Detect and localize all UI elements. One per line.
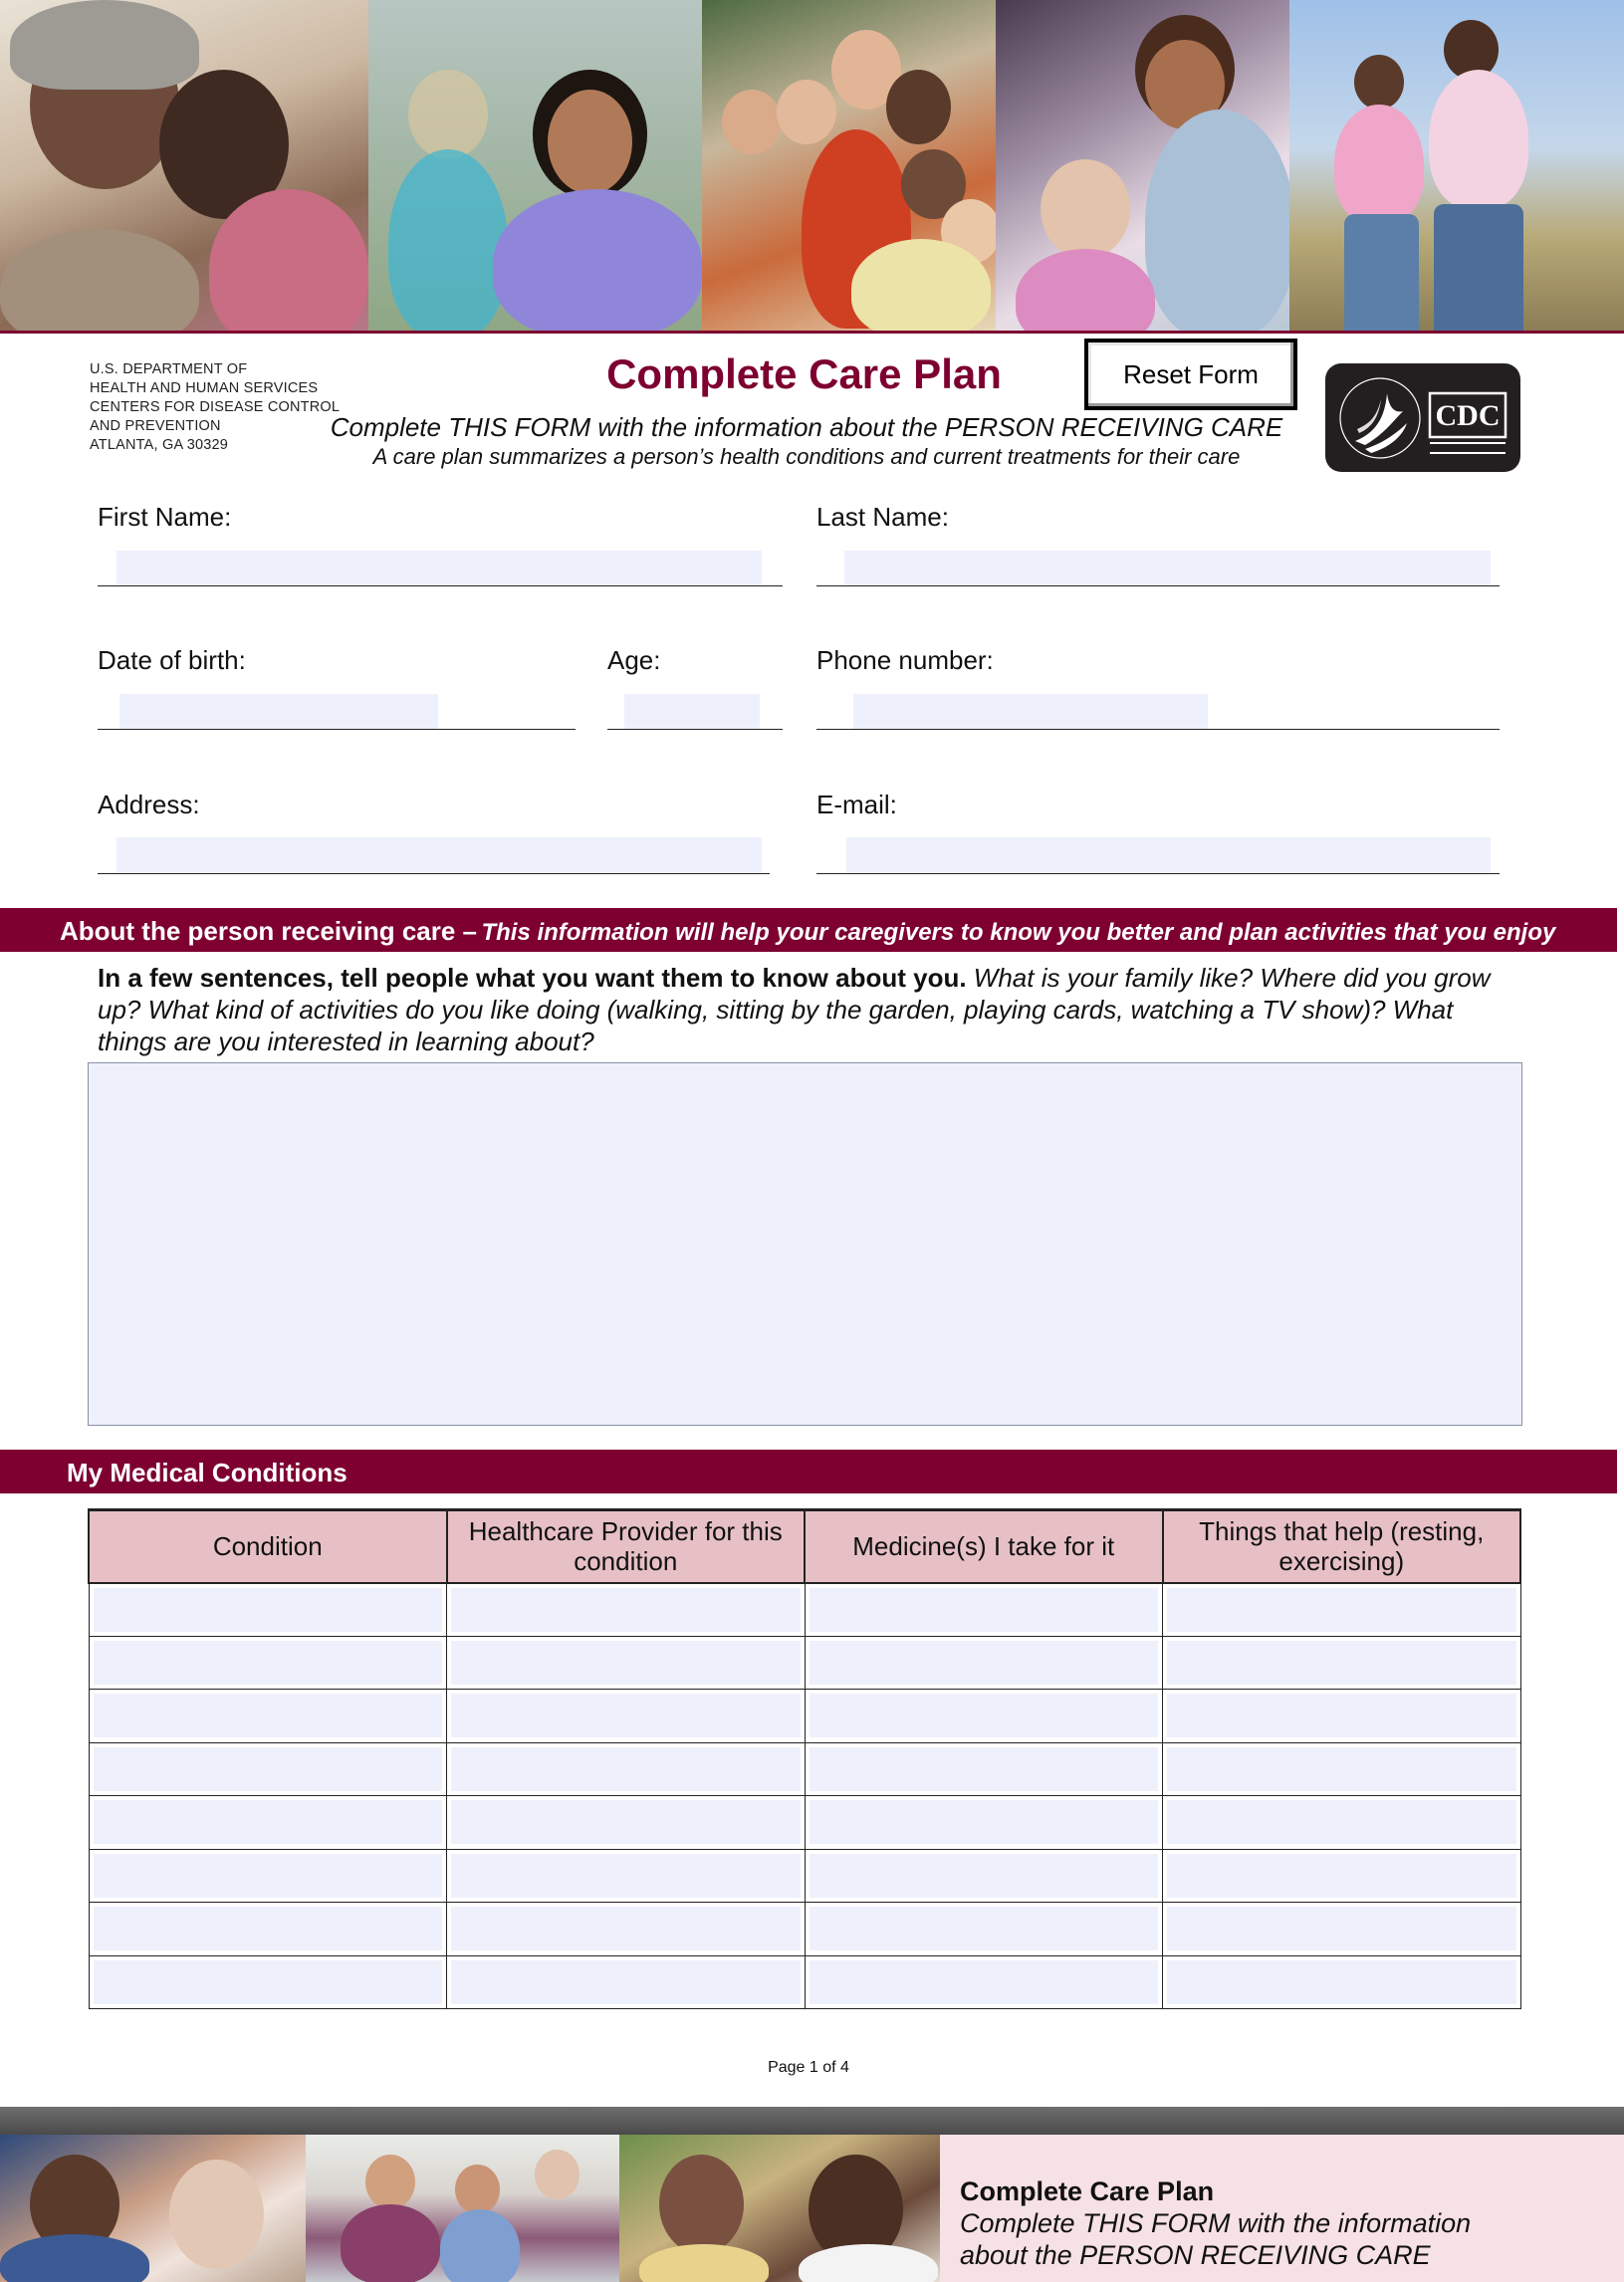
agency-line: U.S. DEPARTMENT OF — [90, 361, 248, 377]
table-cell — [89, 1903, 447, 1956]
table-cell — [447, 1955, 806, 2009]
first-name-underline — [98, 585, 783, 586]
footer-text-panel — [940, 2135, 1624, 2282]
column-header-condition: Condition — [89, 1510, 447, 1583]
agency-line: HEALTH AND HUMAN SERVICES — [90, 380, 319, 396]
phone-underline — [816, 729, 1500, 730]
email-label: E-mail: — [816, 790, 897, 819]
address-label: Address: — [98, 790, 200, 819]
medicine-input[interactable] — [810, 1800, 1159, 1844]
about-prompt-questions: What is your family like? Where did you grow up? What kind of activities do you like doing (walking, sitting by the garden, playing cards, watching a TV show)? What things are you interested in learning about? — [98, 963, 1491, 1056]
table-cell — [1163, 1583, 1521, 1637]
table-cell — [89, 1690, 447, 1743]
helps-input[interactable] — [1167, 1960, 1516, 2004]
column-header-medicine: Medicine(s) I take for it — [805, 1510, 1163, 1583]
helps-input[interactable] — [1167, 1588, 1516, 1632]
helps-input[interactable] — [1167, 1854, 1516, 1898]
address-field[interactable] — [116, 837, 762, 873]
photo-caregiver-combing-hair — [0, 2135, 306, 2282]
table-cell — [447, 1583, 806, 1637]
agency-line: ATLANTA, GA 30329 — [90, 437, 229, 453]
condition-input[interactable] — [94, 1694, 443, 1737]
provider-input[interactable] — [451, 1694, 801, 1737]
medicine-input[interactable] — [810, 1854, 1159, 1898]
provider-input[interactable] — [451, 1641, 801, 1685]
table-cell — [805, 1796, 1163, 1850]
age-field[interactable] — [624, 694, 760, 730]
about-section-subtitle: This information will help your caregivers to know you better and plan activities that you enjoy — [481, 919, 1556, 946]
email-underline — [816, 873, 1500, 874]
page-separator — [0, 2107, 1624, 2135]
table-cell — [447, 1636, 806, 1690]
first-name-field[interactable] — [116, 551, 762, 586]
first-name-label: First Name: — [98, 502, 232, 532]
provider-input[interactable] — [451, 1907, 801, 1950]
age-label: Age: — [607, 645, 661, 675]
table-cell — [1163, 1903, 1521, 1956]
table-cell — [1163, 1742, 1521, 1796]
photo-women-laughing — [0, 0, 368, 331]
photo-woman-smiling — [368, 0, 702, 331]
footer-title: Complete Care Plan — [960, 2176, 1215, 2206]
provider-input[interactable] — [451, 1747, 801, 1791]
table-cell — [1163, 1955, 1521, 2009]
helps-input[interactable] — [1167, 1747, 1516, 1791]
table-cell — [89, 1742, 447, 1796]
table-row — [89, 1690, 1520, 1743]
table-cell — [89, 1796, 447, 1850]
photo-conversation — [619, 2135, 940, 2282]
about-section-title: About the person receiving care – — [60, 916, 478, 946]
helps-input[interactable] — [1167, 1907, 1516, 1950]
table-cell — [805, 1690, 1163, 1743]
table-cell — [1163, 1690, 1521, 1743]
table-cell — [805, 1955, 1163, 2009]
header-photo-banner — [0, 0, 1624, 334]
about-prompt — [98, 962, 1521, 1057]
table-row — [89, 1583, 1520, 1637]
condition-input[interactable] — [94, 1800, 443, 1844]
medical-conditions-table — [88, 1508, 1521, 2009]
table-row — [89, 1796, 1520, 1850]
email-field[interactable] — [846, 837, 1491, 873]
table-cell — [89, 1849, 447, 1903]
helps-input[interactable] — [1167, 1694, 1516, 1737]
phone-label: Phone number: — [816, 645, 994, 675]
agency-line: AND PREVENTION — [90, 418, 221, 434]
last-name-label: Last Name: — [816, 502, 949, 532]
about-section-bar — [0, 908, 1617, 952]
next-page-header — [0, 2135, 1624, 2282]
about-me-textarea[interactable] — [88, 1062, 1522, 1426]
page-title: Complete Care Plan — [606, 350, 1002, 397]
photo-couple-walking — [1289, 0, 1624, 331]
address-underline — [98, 873, 770, 874]
dob-label: Date of birth: — [98, 645, 246, 675]
condition-input[interactable] — [94, 1960, 443, 2004]
table-row — [89, 1903, 1520, 1956]
table-cell — [1163, 1849, 1521, 1903]
medical-section-title: My Medical Conditions — [67, 1458, 348, 1487]
form-description: A care plan summarizes a person’s health conditions and current treatments for their care — [372, 444, 1241, 469]
provider-input[interactable] — [451, 1588, 801, 1632]
table-header-row — [89, 1510, 1520, 1583]
column-header-helps: Things that help (resting, exercising) — [1163, 1510, 1521, 1583]
page-number: Page 1 of 4 — [768, 2059, 849, 2076]
table-cell — [805, 1849, 1163, 1903]
table-row — [89, 1849, 1520, 1903]
table-cell — [805, 1903, 1163, 1956]
last-name-field[interactable] — [844, 551, 1491, 586]
provider-input[interactable] — [451, 1800, 801, 1844]
cdc-logo-text: CDC — [1435, 399, 1501, 432]
about-prompt-bold: In a few sentences, tell people what you want them to know about you. — [98, 963, 967, 993]
medicine-input[interactable] — [810, 1694, 1159, 1737]
table-cell — [1163, 1796, 1521, 1850]
table-cell — [447, 1690, 806, 1743]
phone-field[interactable] — [853, 694, 1208, 730]
table-row — [89, 1636, 1520, 1690]
photo-caregiver-brushing-hair — [996, 0, 1289, 331]
condition-input[interactable] — [94, 1907, 443, 1950]
table-cell — [805, 1636, 1163, 1690]
table-cell — [89, 1583, 447, 1637]
condition-input[interactable] — [94, 1854, 443, 1898]
medicine-input[interactable] — [810, 1588, 1159, 1632]
condition-input[interactable] — [94, 1588, 443, 1632]
dob-underline — [98, 729, 576, 730]
last-name-underline — [816, 585, 1500, 586]
table-cell — [89, 1636, 447, 1690]
table-row — [89, 1955, 1520, 2009]
hhs-eagle-icon — [1325, 363, 1520, 472]
dob-field[interactable] — [119, 694, 438, 730]
photo-exercise-class — [306, 2135, 619, 2282]
table-cell — [447, 1796, 806, 1850]
reset-form-button[interactable]: Reset Form — [1084, 339, 1297, 410]
table-row — [89, 1742, 1520, 1796]
table-cell — [89, 1955, 447, 2009]
agency-line: CENTERS FOR DISEASE CONTROL — [90, 399, 341, 415]
medicine-input[interactable] — [810, 1641, 1159, 1685]
helps-input[interactable] — [1167, 1800, 1516, 1844]
footer-subtitle: Complete THIS FORM with the information about the PERSON RECEIVING CARE — [960, 2208, 1472, 2270]
table-cell — [447, 1849, 806, 1903]
photo-group-of-seniors — [702, 0, 996, 331]
condition-input[interactable] — [94, 1747, 443, 1791]
table-cell — [1163, 1636, 1521, 1690]
medicine-input[interactable] — [810, 1747, 1159, 1791]
table-cell — [447, 1742, 806, 1796]
table-cell — [805, 1742, 1163, 1796]
medical-section-bar — [0, 1450, 1617, 1493]
condition-input[interactable] — [94, 1641, 443, 1685]
cdc-logo — [1325, 363, 1520, 472]
table-cell — [447, 1903, 806, 1956]
helps-input[interactable] — [1167, 1641, 1516, 1685]
provider-input[interactable] — [451, 1854, 801, 1898]
table-cell — [805, 1583, 1163, 1637]
medicine-input[interactable] — [810, 1907, 1159, 1950]
form-subtitle: Complete THIS FORM with the information about the PERSON RECEIVING CARE — [330, 412, 1283, 442]
column-header-provider: Healthcare Provider for this condition — [447, 1510, 806, 1583]
provider-input[interactable] — [451, 1960, 801, 2004]
age-underline — [607, 729, 783, 730]
medicine-input[interactable] — [810, 1960, 1159, 2004]
